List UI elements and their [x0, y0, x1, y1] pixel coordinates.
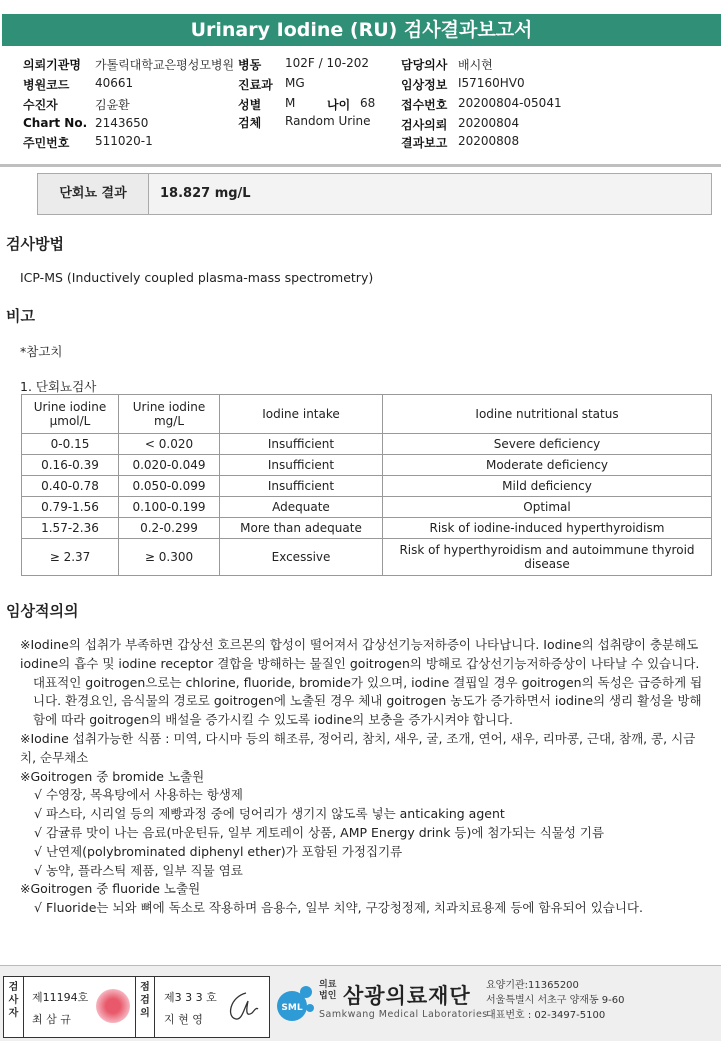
remarks-heading: 비고 — [6, 307, 35, 325]
value-doctor: 배시현 — [458, 58, 493, 72]
value-department: MG — [285, 76, 305, 90]
label-specimen: 검체 — [238, 116, 262, 130]
patient-info — [0, 52, 721, 162]
value-clinical-info: I57160HV0 — [458, 76, 525, 90]
label-receipt-no: 접수번호 — [401, 98, 448, 112]
value-institution: 가톨릭대학교은평성모병원 — [95, 58, 235, 72]
table-header-row — [22, 395, 712, 434]
sign2-number: 제3 3 3 호 — [164, 991, 217, 1004]
label-doctor: 담당의사 — [401, 58, 448, 72]
value-age: 68 — [360, 96, 376, 110]
result-value: 18.827 mg/L — [160, 186, 251, 201]
clinical-text — [20, 636, 710, 918]
signature-scribble — [222, 987, 262, 1027]
label-institution: 의뢰기관명 — [23, 58, 81, 72]
sign2-label: 점검의 — [135, 977, 155, 1037]
table-row: 0.40-0.78 0.050-0.099 Insufficient Mild deficiency — [22, 476, 712, 497]
sign1-label: 검사자 — [4, 977, 24, 1037]
clinical-paragraph: ※Goitrogen 중 fluoride 노출원 — [20, 881, 201, 897]
header-intake: Iodine intake — [220, 395, 383, 434]
list-item: √ 감귤류 맛이 나는 음료(마운틴듀, 일부 게토레이 상품, AMP Energy drink 등)에 첨가되는 식물성 기름 — [34, 824, 605, 840]
method-text: ICP-MS (Inductively coupled plasma-mass spectrometry) — [20, 270, 374, 285]
logo-text: SML — [281, 1003, 303, 1013]
sign1-number: 제11194호 — [32, 991, 89, 1004]
report-title: Urinary Iodine (RU) 검사결과보고서 — [2, 14, 721, 46]
table-row: 0.79-1.56 0.100-0.199 Adequate Optimal — [22, 497, 712, 518]
value-sex: M — [285, 96, 296, 110]
table-row: 1.57-2.36 0.2-0.299 More than adequate Risk of iodine-induced hyperthyroidism — [22, 518, 712, 539]
reference-table — [21, 394, 712, 576]
org-prefix: 의료 법인 — [319, 980, 337, 1001]
reference-note: *참고치 — [20, 344, 63, 359]
header-umol: Urine iodine μmol/L — [22, 395, 119, 434]
value-report-date: 20200808 — [458, 134, 520, 148]
label-age: 나이 — [327, 98, 351, 112]
signature-box — [3, 976, 270, 1038]
value-specimen: Random Urine — [285, 114, 371, 128]
list-item: √ 수영장, 목욕탕에서 사용하는 항생제 — [34, 787, 243, 803]
seal-stamp — [96, 989, 130, 1023]
label-ward: 병동 — [238, 58, 262, 72]
footer — [0, 965, 721, 1041]
clinical-paragraph: ※Iodine 섭취가능한 식품 : 미역, 다시마 등의 해조류, 정어리, 참치, 새우, 굴, 조개, 연어, 새우, 리마콩, 근대, 참깨, 콩, 시금치, 순무채소 — [20, 730, 696, 765]
list-item: √ 농약, 플라스틱 제품, 일부 직물 염료 — [34, 862, 243, 878]
header-mg: Urine iodine mg/L — [119, 395, 220, 434]
label-patient: 수진자 — [23, 98, 58, 112]
table-row: 0-0.15 < 0.020 Insufficient Severe deficiency — [22, 434, 712, 455]
method-heading: 검사방법 — [6, 235, 64, 253]
label-request-date: 검사의뢰 — [401, 118, 448, 132]
label-department: 진료과 — [238, 78, 273, 92]
sml-logo-icon — [272, 980, 316, 1024]
value-ward: 102F / 10-202 — [285, 56, 369, 70]
clinical-paragraph: ※Goitrogen 중 bromide 노출원 — [20, 768, 205, 784]
org-name: 삼광의료재단 — [343, 984, 471, 1008]
sign1-name: 최 삼 규 — [32, 1013, 71, 1026]
value-id-no: 511020-1 — [95, 134, 153, 148]
label-clinical-info: 임상정보 — [401, 78, 448, 92]
list-item: √ 파스타, 시리얼 등의 제빵과정 중에 덩어리가 생기지 않도록 넣는 anticaking agent — [34, 806, 505, 822]
value-patient: 김윤환 — [95, 98, 130, 112]
value-receipt-no: 20200804-05041 — [458, 96, 562, 110]
result-box — [37, 173, 712, 215]
list-item: √ 난연제(polybrominated diphenyl ether)가 포함된 가정집기류 — [34, 843, 403, 859]
clinical-heading: 임상적의의 — [6, 602, 79, 620]
table-row: ≥ 2.37 ≥ 0.300 Excessive Risk of hyperthyroidism and autoimmune thyroid disease — [22, 539, 712, 576]
value-hospital-code: 40661 — [95, 76, 134, 90]
table-row: 0.16-0.39 0.020-0.049 Insufficient Moderate deficiency — [22, 455, 712, 476]
label-hospital-code: 병원코드 — [23, 78, 70, 92]
value-request-date: 20200804 — [458, 116, 520, 130]
clinical-paragraph: 대표적인 goitrogen으로는 chlorine, fluoride, bromide가 있으며, iodine 결핍일 경우 goitrogen의 독성은 급증하게 됩니다. 환경요인, 음식물의 경로로 goitrogen에 노출된 경우 체내 goitrogen 농도가 증가하면서 iodine의 생리 활성을 방해함에 따라 goitrogen의 배설을 증가시킬 수 있도록 iodine의 보충을 증가시켜야 합니다. — [33, 674, 703, 728]
reference-table-title: 1. 단회뇨검사 — [20, 379, 97, 394]
list-item: √ Fluoride는 뇌와 뼈에 독소로 작용하며 음용수, 일부 치약, 구강청정제, 치과치료용제 등에 함유되어 있습니다. — [34, 900, 643, 916]
label-report-date: 결과보고 — [401, 136, 448, 150]
sign2-name: 지 현 영 — [164, 1013, 203, 1026]
result-label: 단회뇨 결과 — [38, 174, 149, 214]
clinical-paragraph: ※Iodine의 섭취가 부족하면 갑상선 호르몬의 합성이 떨어져서 갑상선기능저하증이 나타납니다. Iodine의 섭취량이 충분해도 iodine의 흡수 및 iodine receptor 결합을 방해하는 물질인 goitrogen의 방해로 갑상선기능저하증상이 나타날 수 있습니다. — [20, 637, 700, 671]
value-chart-no: 2143650 — [95, 116, 149, 130]
org-english-name: Samkwang Medical Laboratories — [319, 1009, 488, 1020]
label-chart-no: Chart No. — [23, 116, 88, 130]
section-divider — [0, 164, 721, 167]
label-sex: 성별 — [238, 98, 262, 112]
header-status: Iodine nutritional status — [383, 395, 712, 434]
org-info: 요양기관:11365200 서울특별시 서초구 양재동 9-60 대표번호 : 02-3497-5100 — [486, 980, 625, 1021]
label-id-no: 주민번호 — [23, 136, 70, 150]
